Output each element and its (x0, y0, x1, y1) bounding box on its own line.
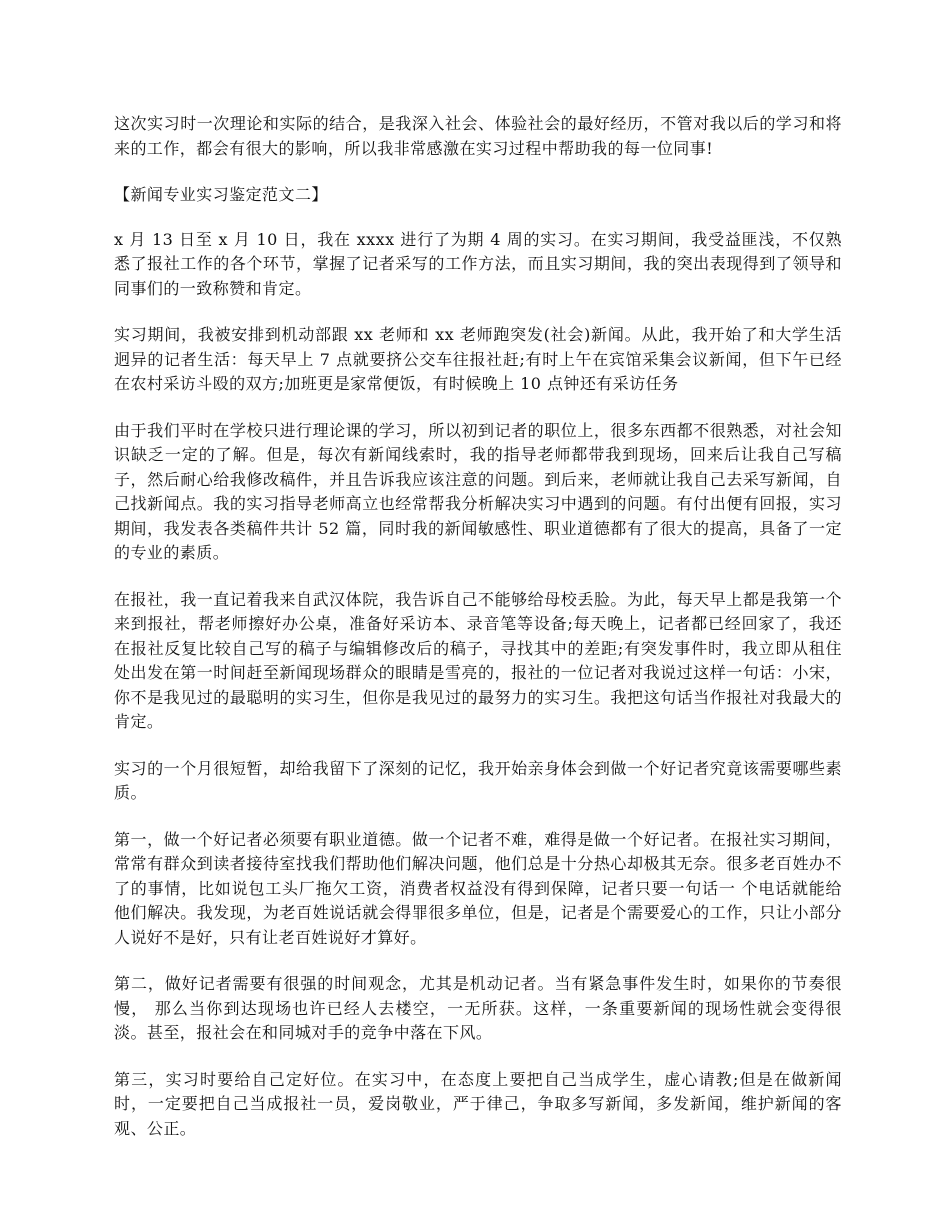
section-heading-sample-two: 【新闻专业实习鉴定范文二】 (114, 185, 328, 204)
paragraph-effort: 在报社，我一直记着我来自武汉体院，我告诉自己不能够给母校丢脸。为此，每天早上都是我第一个来到报社，帮老师擦好办公桌，准备好采访本、录音笔等设备;每天晚上，记者都已经回家了，我还在报社反复比较自己写的稿子与编辑修改后的稿子，寻找其中的差距;有突发事件时，我立即从租住处出发在第一时间赶至新闻现场群众的眼睛是雪亮的，报社的一位记者对我说过这样一句话：小宋，你不是我见过的最聪明的实习生，但你是我见过的最努力的实习生。我把这句话当作报社对我最大的肯定。 (114, 589, 842, 731)
paragraph-learning: 由于我们平时在学校只进行理论课的学习，所以初到记者的职位上，很多东西都不很熟悉，对社会知识缺乏一定的了解。但是，每次有新闻线索时，我的指导老师都带我到现场，回来后让我自己写稿子，然后耐心给我修改稿件，并且告诉我应该注意的问题。到后来，老师就让我自己去采写新闻，自己找新闻点。我的实习指导老师高立也经常帮我分析解决实习中遇到的问题。有付出便有回报，实习期间，我发表各类稿件共计 52 篇，同时我的新闻敏感性、职业道德都有了很大的提高，具备了一定的专业的素质。 (114, 420, 842, 562)
paragraph-point-two: 第二，做好记者需要有很强的时间观念，尤其是机动记者。当有紧急事件发生时，如果你的节奏很慢， 那么当你到达现场也许已经人去楼空，一无所获。这样，一条重要新闻的现场性就会变得很淡。甚至，报社会在和同城对手的竞争中落在下风。 (114, 974, 842, 1042)
paragraph-closing-thanks: 这次实习时一次理论和实际的结合，是我深入社会、体验社会的最好经历，不管对我以后的学习和将来的工作，都会有很大的影响，所以我非常感激在实习过程中帮助我的每一位同事! (114, 114, 842, 158)
paragraph-reflection: 实习的一个月很短暂，却给我留下了深刻的记忆，我开始亲身体会到做一个好记者究竟该需要哪些素质。 (114, 758, 842, 802)
paragraph-assignment: 实习期间，我被安排到机动部跟 xx 老师和 xx 老师跑突发(社会)新闻。从此，我开始了和大学生活迥异的记者生活：每天早上 7 点就要挤公交车往报社赶;有时上午在宾馆采集会议新闻，但下午已经在农村采访斗殴的双方;加班更是家常便饭，有时候晚上 10 点钟还有采访任务 (114, 325, 842, 393)
paragraph-point-three: 第三，实习时要给自己定好位。在实习中，在态度上要把自己当成学生，虚心请教;但是在做新闻时，一定要把自己当成报社一员，爱岗敬业，严于律己，争取多写新闻，多发新闻，维护新闻的客观、公正。 (114, 1069, 842, 1138)
paragraph-internship-overview: x 月 13 日至 x 月 10 日，我在 xxxx 进行了为期 4 周的实习。在实习期间，我受益匪浅，不仅熟悉了报社工作的各个环节，掌握了记者采写的工作方法，而且实习期间，我的突出表现得到了领导和同事们的一致称赞和肯定。 (114, 229, 842, 298)
paragraph-point-one: 第一，做一个好记者必须要有职业道德。做一个记者不难，难得是做一个好记者。在报社实习期间，常常有群众到读者接待室找我们帮助他们解决问题，他们总是十分热心却极其无奈。很多老百姓办不了的事情，比如说包工头厂拖欠工资，消费者权益没有得到保障，记者只要一句话一 个电话就能给他们解决。我发现，为老百姓说话就会得罪很多单位，但是，记者是个需要爱心的工作，只让小部分人说好不是好，只有让老百姓说好才算好。 (114, 829, 842, 947)
